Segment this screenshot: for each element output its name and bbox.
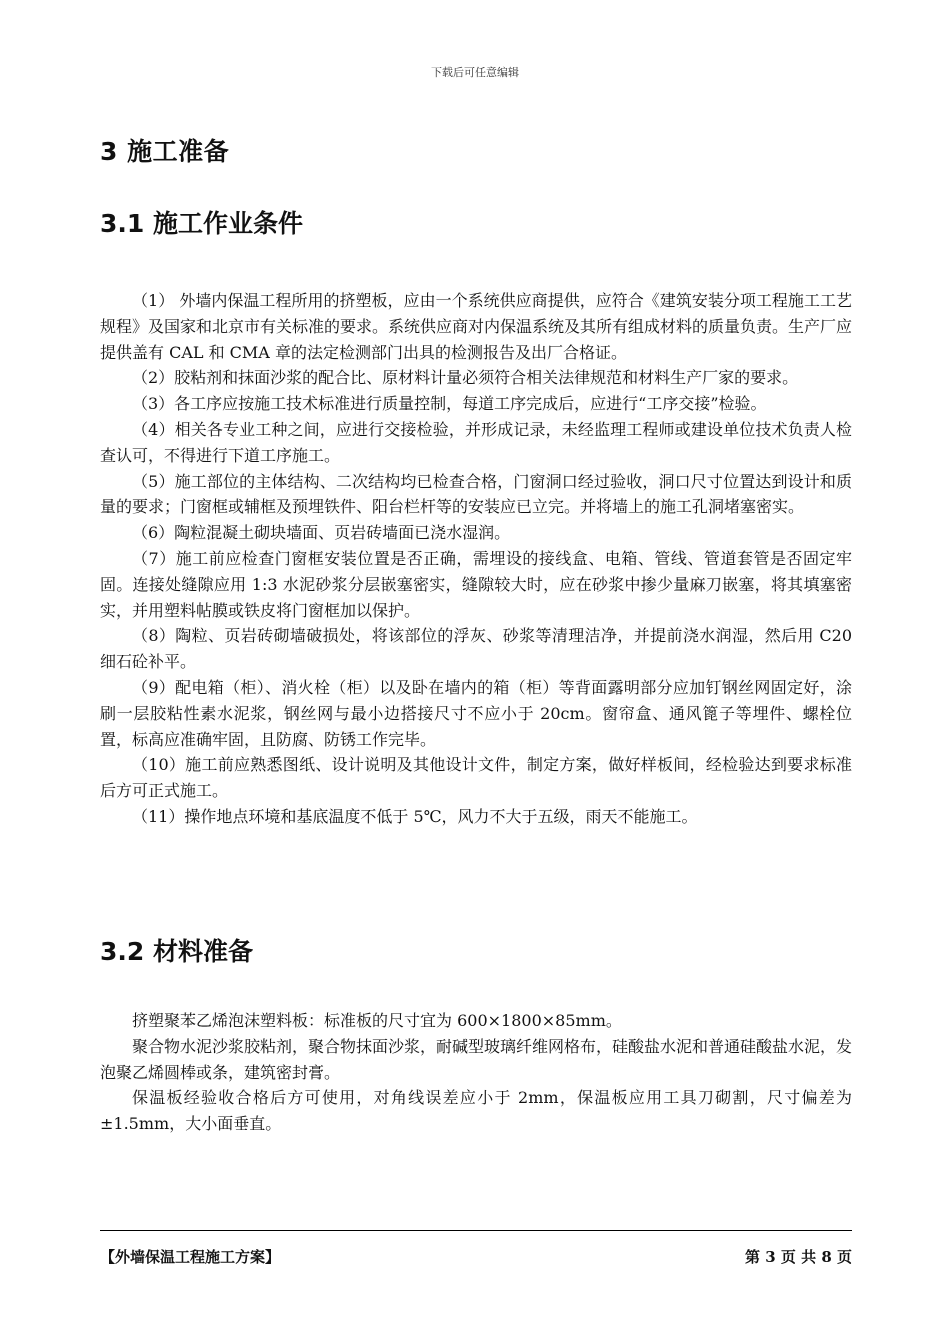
material-item: 聚合物水泥沙浆胶粘剂，聚合物抹面沙浆，耐碱型玻璃纤维网格布，硅酸盐水泥和普通硅酸盐水泥，发泡聚乙烯圆棒或条，建筑密封膏。 [100, 1036, 853, 1082]
footer-page-info: 第 3 页 共 8 页 [745, 1248, 852, 1266]
materials-list [100, 1008, 852, 1137]
conditions-list [100, 288, 852, 830]
condition-item: （7）施工前应检查门窗框安装位置是否正确，需埋设的接线盒、电箱、管线、管道套管是否固定牢固。连接处缝隙应用 1:3 水泥砂浆分层嵌塞密实，缝隙较大时，应在砂浆中掺少量麻刀嵌塞，将其填塞密实，并用塑料帖膜或铁皮将门窗框加以保护。 [100, 548, 852, 620]
material-item: 挤塑聚苯乙烯泡沫塑料板：标准板的尺寸宜为 600×1800×85mm。 [132, 1011, 622, 1030]
condition-item: （3）各工序应按施工技术标准进行质量控制，每道工序完成后，应进行“工序交接”检验。 [132, 394, 767, 414]
condition-item: （8）陶粒、页岩砖砌墙破损处，将该部位的浮灰、砂浆等清理洁净，并提前浇水润湿，然后用 C20 细石砼补平。 [100, 626, 852, 672]
condition-item: （2）胶粘剂和抹面沙浆的配合比、原材料计量必须符合相关法律规范和材料生产厂家的要求。 [132, 368, 799, 388]
header-note: 下载后可任意编辑 [431, 66, 519, 79]
footer-doc-title: 【外墙保温工程施工方案】 [100, 1248, 281, 1266]
footer [100, 1246, 852, 1267]
subsection-title-conditions: 3.1 施工作业条件 [100, 209, 303, 238]
section-title: 3 施工准备 [100, 137, 230, 166]
condition-item: （1） 外墙内保温工程所用的挤塑板，应由一个系统供应商提供，应符合《建筑安装分项工程施工工艺规程》及国家和北京市有关标准的要求。系统供应商对内保温系统及其所有组成材料的质量负责。生产厂应提供盖有 CAL 和 CMA 章的法定检测部门出具的检测报告及出厂合格证。 [100, 291, 853, 362]
subsection-title-materials: 3.2 材料准备 [100, 937, 253, 966]
condition-item: （5）施工部位的主体结构、二次结构均已检查合格，门窗洞口经过验收，洞口尺寸位置达到设计和质量的要求；门窗框或辅框及预埋铁件、阳台栏杆等的安装应已立完。并将墙上的施工孔洞堵塞密实。 [100, 471, 852, 517]
condition-item: （11）操作地点环境和基底温度不低于 5℃，风力不大于五级，雨天不能施工。 [132, 806, 698, 826]
condition-item: （10）施工前应熟悉图纸、设计说明及其他设计文件，制定方案，做好样板间，经检验达到要求标准后方可正式施工。 [100, 755, 852, 801]
condition-item: （4）相关各专业工种之间，应进行交接检验，并形成记录，未经监理工程师或建设单位技术负责人检查认可，不得进行下道工序施工。 [100, 419, 852, 465]
material-item: 保温板经验收合格后方可使用，对角线误差应小于 2mm，保温板应用工具刀砌割，尺寸偏差为±1.5mm，大小面垂直。 [100, 1088, 852, 1134]
footer-divider [100, 1230, 852, 1231]
condition-item: （9）配电箱（柜）、消火栓（柜）以及卧在墙内的箱（柜）等背面露明部分应加钉钢丝网固定好，涂刷一层胶粘性素水泥浆，钢丝网与最小边搭接尺寸不应小于 20cm。窗帘盒、通风篦子等埋件、螺栓位置，标高应准确牢固，且防腐、防锈工作完毕。 [100, 677, 852, 749]
condition-item: （6）陶粒混凝土砌块墙面、页岩砖墙面已浇水湿润。 [132, 523, 511, 543]
